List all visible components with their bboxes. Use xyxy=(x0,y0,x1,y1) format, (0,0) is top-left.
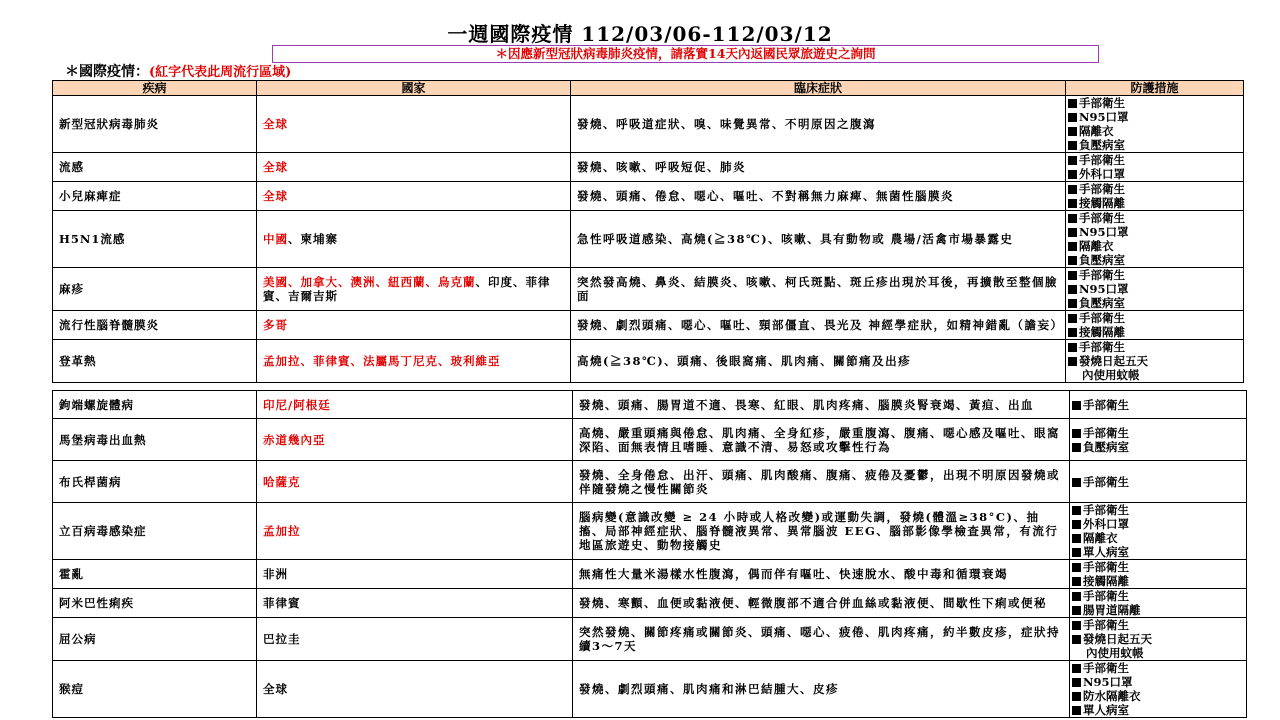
protection-item xyxy=(1072,603,1244,617)
country-text: 孟加拉 xyxy=(263,524,301,538)
protection-item xyxy=(1068,110,1241,124)
protection-item xyxy=(1072,646,1244,660)
country-text: 全球 xyxy=(263,117,288,131)
country-text: 多哥 xyxy=(263,318,288,332)
symptoms-cell: 發燒、頭痛、倦怠、噁心、嘔吐、不對稱無力麻痺、無菌性腦膜炎 xyxy=(571,182,1066,211)
protection-text: N95口罩 xyxy=(1079,282,1129,296)
country-cell xyxy=(257,461,573,503)
protection-item xyxy=(1072,675,1244,689)
black-square-icon xyxy=(1068,343,1077,352)
symptoms-cell: 發燒、全身倦怠、出汗、頭痛、肌肉酸痛、腹痛、疲倦及憂鬱，出現不明原因發燒或伴隨發燒之慢性關節炎 xyxy=(573,461,1070,503)
country-cell xyxy=(257,560,573,589)
black-square-icon xyxy=(1068,127,1077,136)
protection-item xyxy=(1068,225,1241,239)
country-text: 哈薩克 xyxy=(263,474,301,489)
table-row xyxy=(53,268,1244,311)
protection-text: 手部衛生 xyxy=(1079,182,1125,196)
disease-cell: 流感 xyxy=(53,153,257,182)
black-square-icon xyxy=(1072,706,1081,715)
protection-text: 負壓病室 xyxy=(1079,138,1125,152)
disease-cell: 麻疹 xyxy=(53,268,257,311)
protection-item xyxy=(1068,196,1241,210)
protection-cell xyxy=(1066,311,1244,340)
protection-item xyxy=(1072,618,1244,632)
protection-item xyxy=(1068,253,1241,267)
country-text: 非洲 xyxy=(263,567,288,581)
protection-item xyxy=(1072,703,1244,717)
protection-text: N95口罩 xyxy=(1079,110,1129,124)
disease-cell: 流行性腦脊髓膜炎 xyxy=(53,311,257,340)
protection-text: 隔離衣 xyxy=(1083,531,1118,545)
disease-cell: 霍亂 xyxy=(53,560,257,589)
country-cell xyxy=(257,182,571,211)
black-square-icon xyxy=(1072,548,1081,557)
protection-text: 內使用蚊帳 xyxy=(1082,368,1140,382)
black-square-icon xyxy=(1068,199,1077,208)
header-disease: 疾病 xyxy=(53,81,257,96)
country-text: 全球 xyxy=(263,189,288,203)
black-square-icon xyxy=(1068,328,1077,337)
country-text: 全球 xyxy=(263,160,288,174)
table-row xyxy=(53,589,1247,618)
protection-text: N95口罩 xyxy=(1079,225,1129,239)
protection-item xyxy=(1072,545,1244,559)
protection-cell xyxy=(1066,268,1244,311)
protection-item xyxy=(1072,398,1244,412)
protection-cell xyxy=(1066,96,1244,153)
black-square-icon xyxy=(1068,185,1077,194)
protection-text: 手部衛生 xyxy=(1079,96,1125,110)
protection-text: 接觸隔離 xyxy=(1079,325,1125,339)
black-square-icon xyxy=(1068,113,1077,122)
protection-item xyxy=(1068,325,1241,339)
table-row xyxy=(53,391,1247,419)
country-text: 印尼/阿根廷 xyxy=(263,397,331,412)
protection-text: 手部衛生 xyxy=(1083,661,1129,675)
protection-cell xyxy=(1066,153,1244,182)
protection-text: 接觸隔離 xyxy=(1083,574,1129,588)
protection-item xyxy=(1072,574,1244,588)
symptoms-cell: 發燒、劇烈頭痛、肌肉痛和淋巴結腫大、皮疹 xyxy=(573,661,1070,718)
symptoms-cell: 發燒、咳嗽、呼吸短促、肺炎 xyxy=(571,153,1066,182)
symptoms-cell: 發燒、頭痛、腸胃道不適、畏寒、紅眼、肌肉疼痛、腦膜炎腎衰竭、黃疸、出血 xyxy=(573,391,1070,419)
protection-cell xyxy=(1066,211,1244,268)
protection-text: 隔離衣 xyxy=(1079,124,1114,138)
country-text: 中國 xyxy=(263,232,288,246)
protection-text: 防水隔離衣 xyxy=(1083,689,1141,703)
table-row xyxy=(53,182,1244,211)
country-text: 菲律賓 xyxy=(263,596,301,610)
protection-cell xyxy=(1070,661,1247,718)
international-epidemic-table xyxy=(52,80,1244,383)
black-square-icon xyxy=(1072,563,1081,572)
protection-item xyxy=(1072,661,1244,675)
protection-item xyxy=(1068,239,1241,253)
symptoms-cell: 發燒、劇烈頭痛、噁心、嘔吐、頸部僵直、畏光及 神經學症狀，如精神錯亂（譫妄） xyxy=(571,311,1066,340)
protection-text: 手部衛生 xyxy=(1079,268,1125,282)
protection-cell xyxy=(1070,589,1247,618)
disease-cell: 屈公病 xyxy=(53,618,257,661)
protection-text: 手部衛生 xyxy=(1083,474,1129,489)
black-square-icon xyxy=(1072,635,1081,644)
protection-cell xyxy=(1066,182,1244,211)
country-text: 巴拉圭 xyxy=(263,632,301,646)
protection-item xyxy=(1068,268,1241,282)
protection-cell xyxy=(1070,461,1247,503)
protection-text: 手部衛生 xyxy=(1079,211,1125,225)
black-square-icon xyxy=(1072,621,1081,630)
protection-text: 發燒日起五天 xyxy=(1079,354,1148,368)
symptoms-cell: 高燒(≧38℃)、頭痛、後眼窩痛、肌肉痛、關節痛及出疹 xyxy=(571,340,1066,383)
country-cell xyxy=(257,340,571,383)
protection-cell xyxy=(1070,391,1247,419)
symptoms-cell: 急性呼吸道感染、高燒(≧38℃)、咳嗽、具有動物或 農場/活禽市場暴露史 xyxy=(571,211,1066,268)
table-row xyxy=(53,661,1247,718)
black-square-icon xyxy=(1072,577,1081,586)
protection-item xyxy=(1072,517,1244,531)
protection-cell xyxy=(1070,618,1247,661)
country-cell xyxy=(257,211,571,268)
protection-text: 手部衛生 xyxy=(1083,618,1129,632)
protection-text: N95口罩 xyxy=(1083,675,1133,689)
protection-text: 負壓病室 xyxy=(1079,253,1125,267)
protection-item xyxy=(1068,354,1241,368)
country-cell xyxy=(257,618,573,661)
disease-cell: 登革熱 xyxy=(53,340,257,383)
black-square-icon xyxy=(1068,242,1077,251)
black-square-icon xyxy=(1068,156,1077,165)
protection-item xyxy=(1068,167,1241,181)
protection-item xyxy=(1068,296,1241,310)
protection-text: 外科口罩 xyxy=(1079,167,1125,181)
protection-item xyxy=(1068,311,1241,325)
protection-item xyxy=(1068,340,1241,354)
country-cell xyxy=(257,311,571,340)
country-text: 赤道幾內亞 xyxy=(263,432,326,447)
symptoms-cell: 無痛性大量米湯樣水性腹瀉，偶而伴有嘔吐、快速脫水、酸中毒和循環衰竭 xyxy=(573,560,1070,589)
black-square-icon xyxy=(1068,99,1077,108)
disease-cell: 猴痘 xyxy=(53,661,257,718)
disease-cell: 阿米巴性痢疾 xyxy=(53,589,257,618)
disease-cell: 立百病毒感染症 xyxy=(53,503,257,560)
section-note: (紅字代表此周流行區域) xyxy=(149,65,292,80)
country-cell xyxy=(257,153,571,182)
protection-item xyxy=(1068,124,1241,138)
black-square-icon xyxy=(1072,520,1081,529)
black-square-icon xyxy=(1068,141,1077,150)
header-protection: 防護措施 xyxy=(1066,81,1244,96)
protection-item xyxy=(1072,589,1244,603)
protection-text: 手部衛生 xyxy=(1083,503,1129,517)
protection-item xyxy=(1072,689,1244,703)
header-country: 國家 xyxy=(257,81,571,96)
protection-item xyxy=(1068,153,1241,167)
protection-text: 手部衛生 xyxy=(1079,311,1125,325)
protection-text: 負壓病室 xyxy=(1083,439,1129,454)
table-row xyxy=(53,461,1247,503)
black-square-icon xyxy=(1072,592,1081,601)
disease-cell: 新型冠狀病毒肺炎 xyxy=(53,96,257,153)
symptoms-cell: 發燒、呼吸道症狀、嗅、味覺異常、不明原因之腹瀉 xyxy=(571,96,1066,153)
disease-cell: 小兒麻痺症 xyxy=(53,182,257,211)
symptoms-cell: 腦病變(意識改變 ≥ 24 小時或人格改變)或運動失調，發燒(體溫≥38°C)、抽搐、局部神經症狀、腦脊髓液異常、異常腦波 EEG、腦部影像學檢查異常，有流行地區旅遊史、動物接觸史 xyxy=(573,503,1070,560)
country-cell xyxy=(257,391,573,419)
table-row xyxy=(53,311,1244,340)
country-cell xyxy=(257,419,573,461)
protection-item xyxy=(1068,182,1241,196)
country-cell xyxy=(257,96,571,153)
black-square-icon xyxy=(1072,429,1081,438)
symptoms-cell: 高燒、嚴重頭痛與倦怠、肌肉痛、全身紅疹，嚴重腹瀉、腹痛、噁心感及嘔吐、眼窩深陷、面無表情且嗜睡、意識不清、易怒或攻擊性行為 xyxy=(573,419,1070,461)
section-label xyxy=(65,64,291,81)
protection-text: 單人病室 xyxy=(1083,545,1129,559)
country-text: 孟加拉、菲律賓、法屬馬丁尼克、玻利維亞 xyxy=(263,354,501,368)
black-square-icon xyxy=(1072,678,1081,687)
header-symptoms: 臨床症狀 xyxy=(571,81,1066,96)
protection-cell xyxy=(1070,503,1247,560)
black-square-icon xyxy=(1072,478,1081,487)
country-text: 美國、加拿大、澳洲、紐西蘭、烏克蘭 xyxy=(263,275,476,289)
section-title: ＊國際疫情： xyxy=(65,64,149,80)
protection-item xyxy=(1068,138,1241,152)
black-square-icon xyxy=(1068,357,1077,366)
black-square-icon xyxy=(1072,534,1081,543)
notice-banner: ＊因應新型冠狀病毒肺炎疫情，請落實14天內返國民眾旅遊史之詢問 xyxy=(272,45,1099,63)
disease-cell: H5N1流感 xyxy=(53,211,257,268)
disease-cell: 布氏桿菌病 xyxy=(53,461,257,503)
protection-text: 接觸隔離 xyxy=(1079,196,1125,210)
protection-item xyxy=(1068,211,1241,225)
black-square-icon xyxy=(1068,314,1077,323)
black-square-icon xyxy=(1068,299,1077,308)
protection-item xyxy=(1068,368,1241,382)
table-row xyxy=(53,560,1247,589)
country-cell xyxy=(257,268,571,311)
protection-text: 手部衛生 xyxy=(1079,340,1125,354)
symptoms-cell: 發燒、寒顫、血便或黏液便、輕微腹部不適合併血絲或黏液便、間歇性下痢或便秘 xyxy=(573,589,1070,618)
protection-text: 內使用蚊帳 xyxy=(1086,646,1144,660)
black-square-icon xyxy=(1068,271,1077,280)
protection-item xyxy=(1072,560,1244,574)
protection-text: 外科口罩 xyxy=(1083,517,1129,531)
country-cell xyxy=(257,589,573,618)
disease-cell: 馬堡病毒出血熱 xyxy=(53,419,257,461)
protection-text: 手部衛生 xyxy=(1083,397,1129,412)
table-row xyxy=(53,419,1247,461)
protection-text: 負壓病室 xyxy=(1079,296,1125,310)
country-text: 全球 xyxy=(263,682,288,696)
black-square-icon xyxy=(1068,214,1077,223)
protection-item xyxy=(1072,475,1244,489)
protection-cell xyxy=(1066,340,1244,383)
protection-text: 手部衛生 xyxy=(1083,425,1129,440)
protection-text: 發燒日起五天 xyxy=(1083,632,1152,646)
protection-text: 單人病室 xyxy=(1083,703,1129,717)
protection-text: 手部衛生 xyxy=(1079,153,1125,167)
disease-cell: 鉤端螺旋體病 xyxy=(53,391,257,419)
protection-text: 手部衛生 xyxy=(1083,560,1129,574)
table-row xyxy=(53,503,1247,560)
table-row xyxy=(53,96,1244,153)
protection-item xyxy=(1068,96,1241,110)
other-disease-table xyxy=(52,390,1247,718)
country-text: 、印度、菲律賓、吉爾吉斯 xyxy=(263,275,551,303)
protection-cell xyxy=(1070,419,1247,461)
protection-text: 手部衛生 xyxy=(1083,589,1129,603)
protection-item xyxy=(1068,282,1241,296)
country-cell xyxy=(257,503,573,560)
table-row xyxy=(53,211,1244,268)
black-square-icon xyxy=(1068,228,1077,237)
table-row xyxy=(53,153,1244,182)
symptoms-cell: 突然發燒、關節疼痛或關節炎、頭痛、噁心、疲倦、肌肉疼痛，約半數皮疹，症狀持續3～7天 xyxy=(573,618,1070,661)
black-square-icon xyxy=(1072,506,1081,515)
table-header-row xyxy=(53,81,1244,96)
black-square-icon xyxy=(1072,443,1081,452)
black-square-icon xyxy=(1072,664,1081,673)
country-cell xyxy=(257,661,573,718)
table-row xyxy=(53,340,1244,383)
protection-item xyxy=(1072,440,1244,454)
black-square-icon xyxy=(1068,256,1077,265)
black-square-icon xyxy=(1068,285,1077,294)
country-text: 、柬埔寨 xyxy=(288,232,338,246)
protection-text: 隔離衣 xyxy=(1079,239,1114,253)
protection-item xyxy=(1072,503,1244,517)
page-title: 一週國際疫情 112/03/06-112/03/12 xyxy=(447,22,833,46)
black-square-icon xyxy=(1068,170,1077,179)
black-square-icon xyxy=(1072,692,1081,701)
protection-item xyxy=(1072,426,1244,440)
protection-item xyxy=(1072,632,1244,646)
black-square-icon xyxy=(1072,401,1081,410)
protection-text: 腸胃道隔離 xyxy=(1083,603,1141,617)
protection-item xyxy=(1072,531,1244,545)
black-square-icon xyxy=(1072,606,1081,615)
symptoms-cell: 突然發高燒、鼻炎、結膜炎、咳嗽、柯氏斑點、斑丘疹出現於耳後，再擴散至整個臉面 xyxy=(571,268,1066,311)
table-row xyxy=(53,618,1247,661)
protection-cell xyxy=(1070,560,1247,589)
